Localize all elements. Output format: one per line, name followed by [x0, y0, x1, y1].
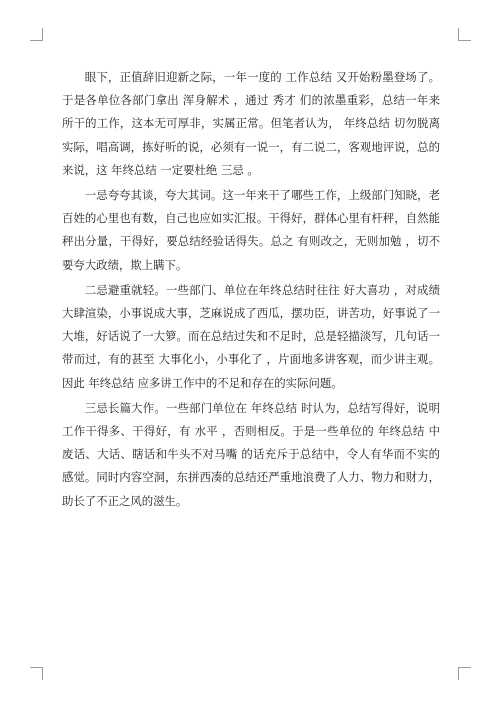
paragraph-second-taboo: 二忌避重就轻。一些部门、单位在年终总结时往往 好大喜功 ，对成绩大肆渲染，小事说成大事，芝麻说成了西瓜，摆功臣，讲苦功，好事说了一大堆，好话说了一大箩。而在总结过失和不足时，总是轻描淡写，几句话一带而过，有的甚至 大事化小，小事化了 ，片面地多讲客观，而少讲主观。因此 年终总结 应多讲工作中的不足和存在的实际问题。 — [62, 282, 440, 390]
crop-mark-bottom-left — [30, 667, 43, 680]
paragraph-intro: 眼下，正值辞旧迎新之际，一年一度的 工作总结 又开始粉墨登场了。于是各单位各部门拿出 浑身解术 ，通过 秀才 们的浓墨重彩，总结一年来所干的工作，这本无可厚非，实属正常。但笔者认为， 年终总结 切勿脱离实际，唱高调，拣好听的说，必须有一说一，有二说二，客观地评说，总的来说，这 年终总结 一定要杜绝 三忌 。 — [62, 70, 440, 177]
document-body — [62, 66, 440, 515]
crop-mark-bottom-right — [458, 667, 471, 680]
crop-mark-top-right — [458, 28, 471, 41]
paragraph-third-taboo: 三忌长篇大作。一些部门单位在 年终总结 时认为，总结写得好，说明工作干得多、干得好，有 水平 ，否则相反。于是一些单位的 年终总结 中废话、大话、瞎话和牛头不对马嘴 的话充斥于总结中，令人有华而不实的感觉。同时内容空洞，东拼西凑的总结还严重地浪费了人力、物力和财力，助长了不正之风的滋生。 — [62, 400, 440, 508]
crop-mark-top-left — [30, 28, 43, 41]
paragraph-first-taboo: 一忌夸夸其谈，夸大其词。这一年来干了哪些工作，上级部门知晓，老百姓的心里也有数，自己也应如实汇报。干得好，群体心里有杆秤，自然能秤出分量，干得好，要总结经验话得失。总之 有则改之，无则加勉 ，切不要夸大政绩，欺上瞒下。 — [62, 188, 440, 272]
